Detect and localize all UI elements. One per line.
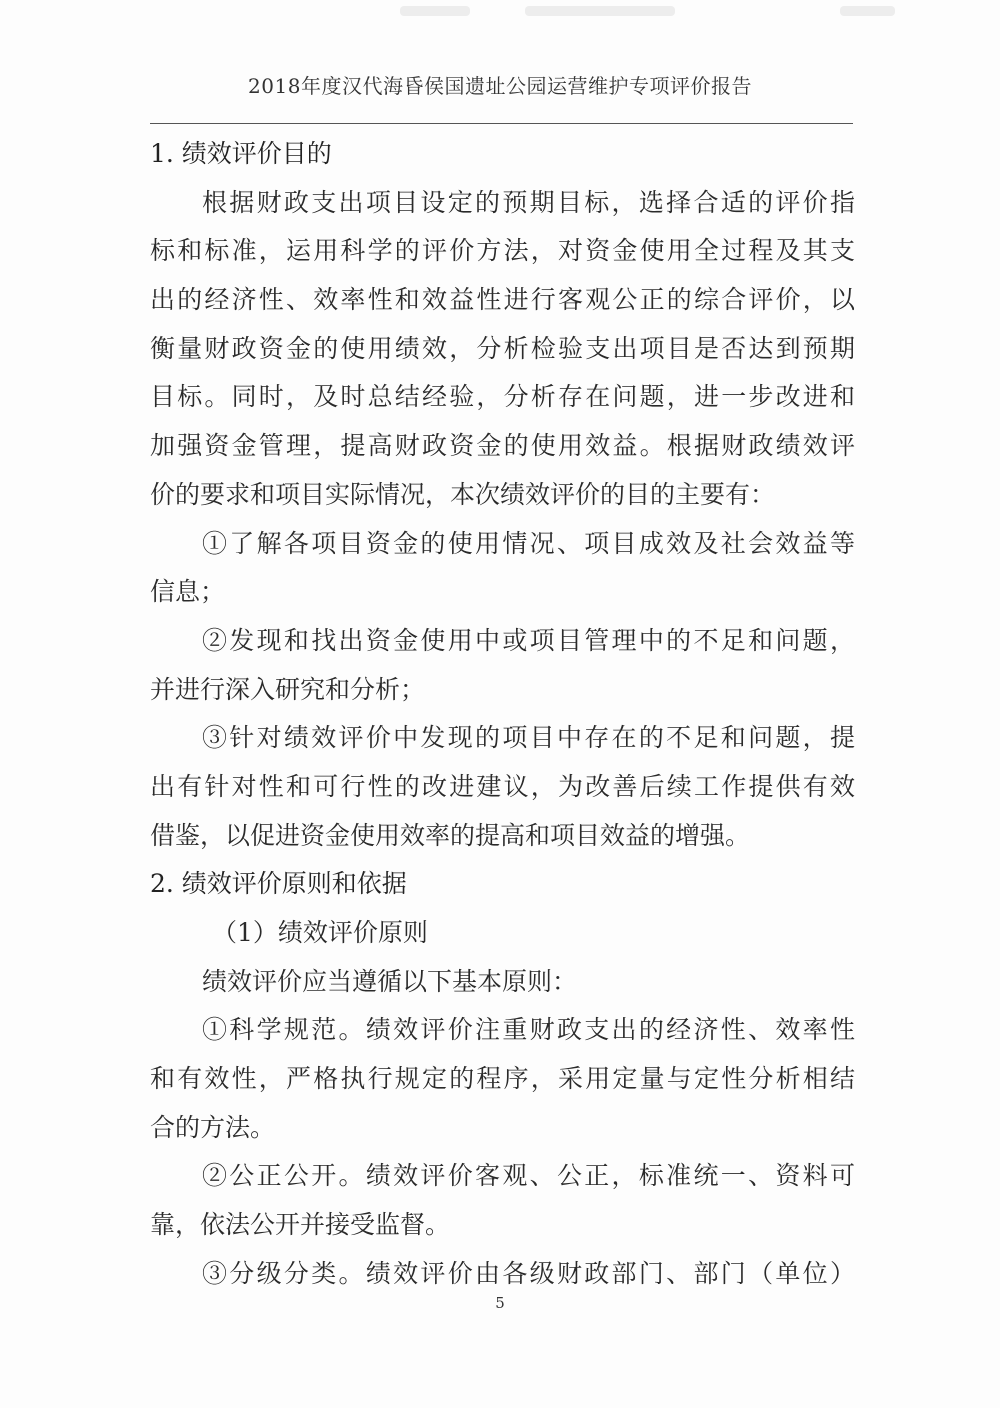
scan-artifact bbox=[840, 6, 895, 16]
subsection-heading: （1）绩效评价原则 bbox=[212, 918, 428, 947]
paragraph-line: ③针对绩效评价中发现的项目中存在的不足和问题，提 bbox=[202, 723, 855, 753]
page-header-title: 2018年度汉代海昏侯国遗址公园运营维护专项评价报告 bbox=[248, 74, 752, 98]
section-heading: 1. 绩效评价目的 bbox=[150, 139, 332, 168]
paragraph-line: 出的经济性、效率性和效益性进行客观公正的综合评价，以 bbox=[150, 285, 855, 315]
paragraph-line: 绩效评价应当遵循以下基本原则： bbox=[202, 966, 578, 996]
paragraph-line: ②公正公开。绩效评价客观、公正，标准统一、资料可 bbox=[202, 1161, 855, 1191]
paragraph-line: 和有效性，严格执行规定的程序，采用定量与定性分析相结 bbox=[150, 1064, 855, 1094]
paragraph-line: 靠，依法公开并接受监督。 bbox=[150, 1210, 451, 1240]
paragraph-line: 衡量财政资金的使用绩效，分析检验支出项目是否达到预期 bbox=[150, 333, 855, 363]
scan-artifact bbox=[400, 6, 470, 16]
scan-artifact bbox=[525, 6, 675, 16]
paragraph-line: 合的方法。 bbox=[150, 1112, 276, 1142]
paragraph-line: 出有针对性和可行性的改进建议，为改善后续工作提供有效 bbox=[150, 771, 855, 801]
paragraph-line: ②发现和找出资金使用中或项目管理中的不足和问题， bbox=[202, 625, 855, 655]
paragraph-line: 目标。同时，及时总结经验，分析存在问题，进一步改进和 bbox=[150, 382, 855, 412]
paragraph-line: 借鉴，以促进资金使用效率的提高和项目效益的增强。 bbox=[150, 820, 751, 850]
section-heading: 2. 绩效评价原则和依据 bbox=[150, 869, 407, 899]
paragraph-line: 根据财政支出项目设定的预期目标，选择合适的评价指 bbox=[202, 187, 855, 217]
paragraph-line: 信息； bbox=[150, 577, 226, 607]
header-rule bbox=[150, 123, 853, 124]
paragraph-line: 加强资金管理，提高财政资金的使用效益。根据财政绩效评 bbox=[150, 431, 855, 461]
body-text bbox=[150, 130, 855, 1299]
paragraph-line: ③分级分类。绩效评价由各级财政部门、部门（单位） bbox=[202, 1258, 855, 1288]
paragraph-line: ①科学规范。绩效评价注重财政支出的经济性、效率性 bbox=[202, 1015, 855, 1045]
paragraph-line: ①了解各项目资金的使用情况、项目成效及社会效益等 bbox=[202, 528, 855, 558]
page-number: 5 bbox=[495, 1294, 505, 1312]
paragraph-line: 价的要求和项目实际情况，本次绩效评价的目的主要有： bbox=[150, 479, 776, 509]
paragraph-line: 并进行深入研究和分析； bbox=[150, 674, 426, 704]
paragraph-line: 标和标准，运用科学的评价方法，对资金使用全过程及其支 bbox=[150, 236, 855, 266]
